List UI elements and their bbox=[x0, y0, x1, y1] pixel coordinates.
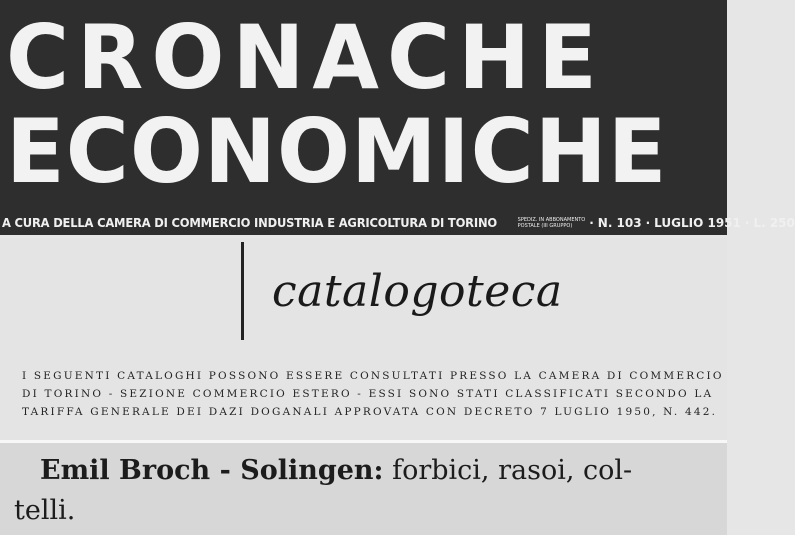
postal-note bbox=[518, 217, 586, 229]
intro-line: DI TORINO - SEZIONE COMMERCIO ESTERO - ESSI SONO STATI CLASSIFICATI SECONDO LA bbox=[22, 388, 714, 400]
entry-company: Emil Broch bbox=[40, 455, 211, 486]
entry-line-1 bbox=[40, 451, 720, 491]
strip-separator: · bbox=[744, 216, 750, 230]
intro-line: TARIFFA GENERALE DEI DAZI DOGANALI APPROVATA CON DECRETO 7 LUGLIO 1950, N. 442. bbox=[22, 406, 718, 418]
entry-text bbox=[14, 451, 720, 531]
masthead-title-line-1: CRONACHE bbox=[6, 6, 605, 110]
postal-note-line-1: SPEDIZ. IN ABBONAMENTO bbox=[517, 217, 586, 223]
issue-number: N. 103 bbox=[597, 216, 642, 230]
section-intro bbox=[22, 367, 724, 421]
entry-products: forbici, rasoi, col- bbox=[383, 455, 633, 486]
catalog-entry bbox=[0, 443, 727, 535]
entry-dash: - bbox=[210, 455, 241, 486]
issue-price: L. 250 bbox=[753, 216, 795, 230]
entry-line-2: telli. bbox=[14, 495, 76, 526]
entry-location: Solingen: bbox=[240, 455, 384, 486]
vertical-rule bbox=[241, 242, 244, 340]
masthead-title-line-2: ECONOMICHE bbox=[6, 100, 668, 204]
masthead-info-strip bbox=[0, 211, 795, 235]
catalogoteca-section bbox=[0, 238, 727, 440]
strip-separator: · bbox=[589, 216, 594, 230]
intro-line: I SEGUENTI CATALOGHI POSSONO ESSERE CONSULTATI PRESSO LA CAMERA DI COMMERCIO bbox=[22, 370, 724, 382]
publisher-text: A CURA DELLA CAMERA DI COMMERCIO INDUSTRIA E AGRICOLTURA DI TORINO bbox=[2, 216, 498, 230]
section-title: catalogoteca bbox=[272, 266, 563, 317]
postal-note-line-2: POSTALE (III GRUPPO) bbox=[517, 223, 573, 229]
strip-separator: · bbox=[645, 216, 651, 230]
issue-date: LUGLIO 1951 bbox=[654, 216, 741, 230]
masthead bbox=[0, 0, 795, 235]
